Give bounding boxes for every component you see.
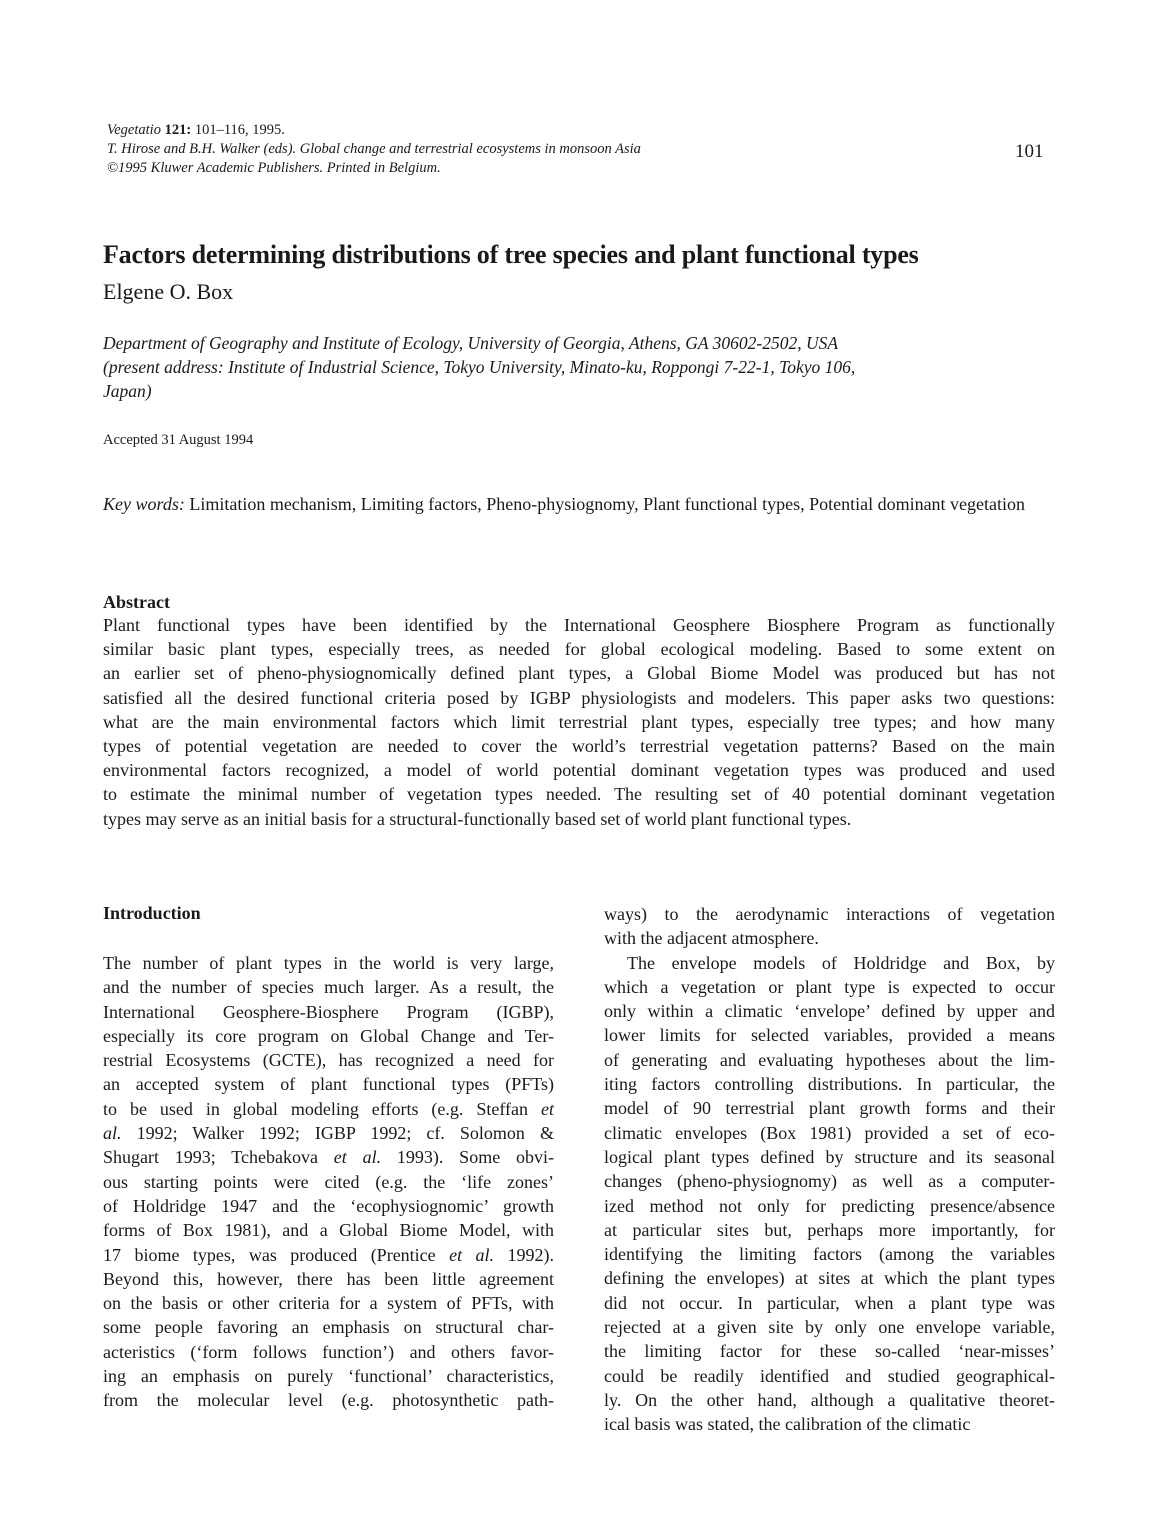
journal-pages: 101–116, 1995. [191, 122, 285, 138]
body-line: acteristics (‘form follows function’) and others favor- [103, 1341, 554, 1362]
body-line: which a vegetation or plant type is expected to occur [604, 976, 1055, 997]
affiliation-line: Department of Geography and Institute of Ecology, University of Georgia, Athens, GA 30602-2502, USA [103, 333, 839, 353]
editors-line: T. Hirose and B.H. Walker (eds). Global change and terrestrial ecosystems in monsoon Asia [107, 141, 641, 157]
body-line: restrial Ecosystems (GCTE), has recognized a need for [103, 1050, 554, 1071]
body-line: of generating and evaluating hypotheses about the lim- [604, 1049, 1055, 1070]
body-line: iting factors controlling distributions. In particular, the [604, 1074, 1055, 1095]
abstract-line: satisfied all the desired functional criteria posed by IGBP physiologists and modelers. This paper asks two questions: [103, 687, 1055, 708]
body-line: ways) to the aerodynamic interactions of vegetation [604, 904, 1055, 924]
running-header [107, 121, 1067, 178]
accepted-date: Accepted 31 August 1994 [103, 432, 254, 448]
body-line: the limiting factor for these so-called ‘near-misses’ [604, 1341, 1055, 1362]
journal-citation [107, 121, 1067, 140]
keywords-text: Limitation mechanism, Limiting factors, Pheno-physiognomy, Plant functional types, Potential dominant vegetation [184, 494, 1026, 514]
abstract-line: similar basic plant types, especially trees, as needed for global ecological modeling. Based to some extent on [103, 639, 1055, 660]
abstract-line: an earlier set of pheno-physiognomically defined plant types, a Global Biome Model was produced but has not [103, 663, 1055, 684]
journal-volume: 121: [164, 122, 192, 138]
body-line: lower limits for selected variables, provided a means [604, 1025, 1055, 1046]
body-line: changes (pheno-physiognomy) as well as a computer- [604, 1171, 1055, 1192]
body-line: forms of Box 1981), and a Global Biome Model, with [103, 1220, 554, 1241]
body-line: of Holdridge 1947 and the ‘ecophysiognomic’ growth [103, 1195, 554, 1216]
abstract-body [103, 613, 1055, 831]
body-line: al. 1992; Walker 1992; IGBP 1992; cf. Solomon & [103, 1123, 554, 1144]
affiliation-line: Japan) [103, 381, 152, 401]
left-column [103, 951, 554, 1413]
body-line: 17 biome types, was produced (Prentice et al. 1992). [103, 1244, 555, 1265]
abstract-line: Plant functional types have been identified by the International Geosphere Biosphere Program as functionally [103, 615, 1055, 635]
body-line: with the adjacent atmosphere. [604, 928, 819, 949]
body-line: ized method not only for predicting presence/absence [604, 1195, 1055, 1216]
abstract-heading: Abstract [103, 592, 170, 612]
body-line: Shugart 1993; Tchebakova et al. 1993). Some obvi- [103, 1147, 554, 1168]
author-affiliation [103, 331, 1063, 403]
keywords [103, 492, 1055, 517]
journal-name: Vegetatio [107, 122, 161, 138]
page-number: 101 [1015, 141, 1044, 162]
body-line: ical basis was stated, the calibration of the climatic [604, 1414, 971, 1435]
body-line: The number of plant types in the world is very large, [103, 953, 554, 973]
body-line: some people favoring an emphasis on structural char- [103, 1317, 554, 1338]
body-line: could be readily identified and studied geographical- [604, 1365, 1055, 1386]
body-line: rejected at a given site by only one envelope variable, [604, 1317, 1055, 1338]
body-line: identifying the limiting factors (among the variables [604, 1244, 1055, 1265]
body-line: and the number of species much larger. As a result, the [103, 977, 554, 998]
body-line: only within a climatic ‘envelope’ defined by upper and [604, 1001, 1055, 1022]
body-line: did not occur. In particular, when a plant type was [604, 1292, 1055, 1313]
body-line: on the basis or other criteria for a system of PFTs, with [103, 1293, 554, 1314]
body-line: at particular sites but, perhaps more importantly, for [604, 1219, 1055, 1240]
body-line: especially its core program on Global Change and Ter- [103, 1025, 554, 1046]
body-line: Beyond this, however, there has been little agreement [103, 1268, 554, 1289]
body-line: ly. On the other hand, although a qualitative theoret- [604, 1389, 1055, 1410]
body-line: ing an emphasis on purely ‘functional’ characteristics, [103, 1366, 554, 1387]
keywords-label: Key words: [103, 494, 185, 514]
copyright-line: ©1995 Kluwer Academic Publishers. Printed in Belgium. [107, 160, 441, 176]
body-line: The envelope models of Holdridge and Box, by [627, 952, 1055, 973]
body-line: from the molecular level (e.g. photosynthetic path- [103, 1390, 554, 1411]
abstract-line: types may serve as an initial basis for a structural-functionally based set of world plant functional types. [103, 808, 852, 829]
right-column [604, 902, 1055, 1437]
paper-title: Factors determining distributions of tree species and plant functional types [103, 240, 919, 269]
body-line: defining the envelopes) at sites at which the plant types [604, 1268, 1055, 1289]
body-line: to be used in global modeling efforts (e.g. Steffan et [103, 1098, 554, 1119]
introduction-heading: Introduction [103, 903, 201, 923]
body-line: logical plant types defined by structure and its seasonal [604, 1146, 1055, 1167]
abstract-line: what are the main environmental factors which limit terrestrial plant types, especially tree types; and how many [103, 711, 1055, 732]
abstract-line: types of potential vegetation are needed to cover the world’s terrestrial vegetation patterns? Based on the main [103, 736, 1055, 757]
abstract-line: to estimate the minimal number of vegetation types needed. The resulting set of 40 potential dominant vegetation [103, 784, 1055, 805]
body-line: International Geosphere-Biosphere Program (IGBP), [103, 1001, 554, 1022]
body-line: an accepted system of plant functional types (PFTs) [103, 1074, 554, 1095]
author-name: Elgene O. Box [103, 279, 234, 304]
body-line: ous starting points were cited (e.g. the ‘life zones’ [103, 1171, 554, 1192]
abstract-line: environmental factors recognized, a model of world potential dominant vegetation types was produced and used [103, 760, 1055, 781]
affiliation-line: (present address: Institute of Industrial Science, Tokyo University, Minato-ku, Roppongi 7-22-1, Tokyo 106, [103, 357, 856, 377]
body-line: climatic envelopes (Box 1981) provided a set of eco- [604, 1122, 1055, 1143]
body-line: model of 90 terrestrial plant growth forms and their [604, 1098, 1055, 1119]
